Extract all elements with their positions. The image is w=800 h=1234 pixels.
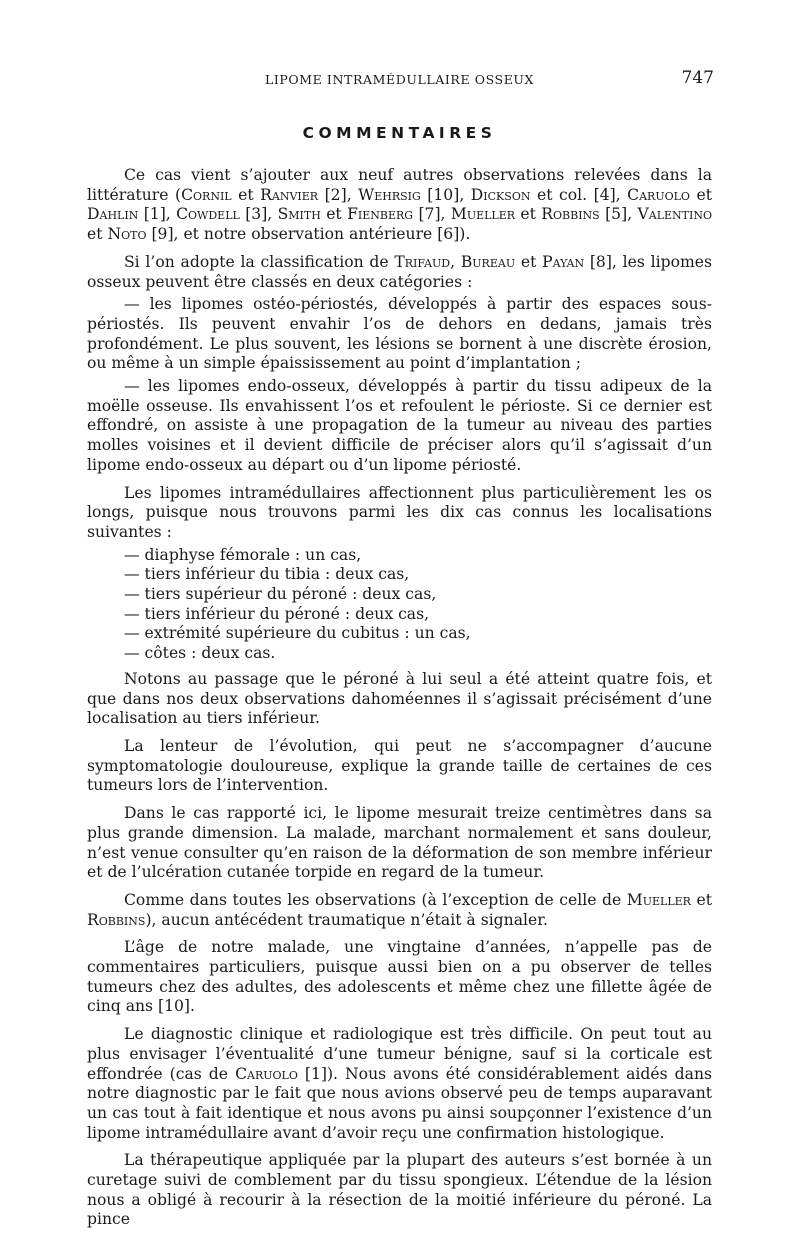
list-item: — extrémité supérieure du cubitus : un cas, xyxy=(124,624,471,643)
paragraph-evolution: La lenteur de l’évolution, qui peut ne s’accompagner d’aucune symptomatologie douloureuse, explique la grande taille de certaines de ces tumeurs lors de l’intervention. xyxy=(87,736,712,795)
list-item: — côtes : deux cas. xyxy=(124,644,276,663)
author-name: Wehrsig xyxy=(358,185,421,204)
author-name: Valentino xyxy=(637,205,712,224)
author-name: Fienberg xyxy=(347,205,414,224)
paragraph-classification: Si l’on adopte la classification de Trifaud, Bureau et Payan [8], les lipomes osseux peuvent être classés en deux catégories : xyxy=(87,252,712,291)
author-name: Caruolo xyxy=(627,185,690,204)
paragraph-perone: Notons au passage que le péroné à lui seul a été atteint quatre fois, et que dans nos deux observations dahoméennes il s’agissait précisément d’une localisation au tiers inférieur. xyxy=(87,669,712,728)
page-number: 747 xyxy=(681,68,714,88)
author-name: Mueller xyxy=(450,205,516,224)
paragraph-age: L’âge de notre malade, une vingtaine d’années, n’appelle pas de commentaires particuliers, puisque aussi bien on a pu observer de telles tumeurs chez des adultes, des adolescents et même chez une fillette âgée de cinq ans [10]. xyxy=(87,938,712,1016)
running-head: LIPOME INTRAMÉDULLAIRE OSSEUX xyxy=(264,72,535,87)
author-name: Robbins xyxy=(87,910,146,929)
author-name: Ranvier xyxy=(260,185,319,204)
author-name: Dickson xyxy=(470,185,531,204)
paragraph-osteo-periostes: — les lipomes ostéo-périostés, développés à partir des espaces sous-périostés. Ils peuvent envahir l’os de dehors en dedans, jamais très profondément. Le plus souvent, les lésions se bornent à une discrète érosion, ou même à un simple épaississement au point d’implantation ; xyxy=(87,295,712,373)
list-item: — diaphyse fémorale : un cas, xyxy=(124,545,362,564)
list-item: — tiers inférieur du tibia : deux cas, xyxy=(124,565,410,584)
author-name: Caruolo xyxy=(235,1064,298,1083)
author-name: Bureau xyxy=(460,252,516,271)
author-name: Cowdell xyxy=(176,205,240,224)
author-name: Smith xyxy=(277,205,321,224)
body-text xyxy=(87,166,712,1230)
list-item: — tiers inférieur du péroné : deux cas, xyxy=(124,604,430,623)
paragraph-traumatisme: Comme dans toutes les observations (à l’exception de celle de Mueller et Robbins), aucun antécédent traumatique n’était à signaler. xyxy=(87,890,712,929)
author-name: Robbins xyxy=(541,205,600,224)
paragraph-diagnostic: Le diagnostic clinique et radiologique est très difficile. On peut tout au plus envisager l’éventualité d’une tumeur bénigne, sauf si la corticale est effondrée (cas de Caruolo [1]). Nous avons été considérablement aidés dans notre diagnostic par le fait que nous avions observé peu de temps auparavant un cas tout à fait identique et nous avons pu ainsi soupçonner l’existence d’un lipome intramédullaire avant d’avoir reçu une confirmation histologique. xyxy=(87,1025,712,1142)
paragraph-localisations-intro: Les lipomes intramédullaires affectionnent plus particulièrement les os longs, puisque nous trouvons parmi les dix cas connus les localisations suivantes : xyxy=(87,483,712,541)
author-name: Dahlin xyxy=(87,205,139,224)
paragraph-therapeutique: La thérapeutique appliquée par la plupart des auteurs s’est bornée à un curetage suivi de comblement par du tissu spongieux. L’étendue de la lésion nous a obligé à recourir à la résection de la moitié inférieure du péroné. La pince xyxy=(87,1151,712,1229)
paragraph-case-report: Dans le cas rapporté ici, le lipome mesurait treize centimètres dans sa plus grande dimension. La malade, marchant normalement et sans douleur, n’est venue consulter qu’en raison de la déformation de son membre inférieur et de l’ulcération cutanée torpide en regard de la tumeur. xyxy=(87,804,712,882)
author-name: Cornil xyxy=(181,185,232,204)
author-name: Noto xyxy=(107,225,147,244)
author-name: Mueller xyxy=(626,890,691,909)
localisation-list xyxy=(87,546,712,664)
paragraph-intro: Ce cas vient s’ajouter aux neuf autres observations relevées dans la littérature (Cornil et Ranvier [2], Wehrsig [10], Dickson et col. [4], Caruolo et Dahlin [1], Cowdell [3], Smith et Fienberg [7], Mueller et Robbins [5], Valentino et Noto [9], et notre observation antérieure [6]). xyxy=(87,166,712,244)
paragraph-endo-osseux: — les lipomes endo-osseux, développés à partir du tissu adipeux de la moëlle osseuse. Ils envahissent l’os et refoulent le périoste. Si ce dernier est effondré, on assiste à une propagation de la tumeur au niveau des parties molles voisines et il devient difficile de préciser alors qu’il s’agissait d’un lipome endo-osseux au départ ou d’un lipome périosté. xyxy=(87,377,712,474)
page-header xyxy=(87,66,712,96)
author-name: Payan xyxy=(542,252,585,271)
section-title: COMMENTAIRES xyxy=(302,124,497,142)
list-item: — tiers supérieur du péroné : deux cas, xyxy=(124,585,437,604)
author-name: Trifaud xyxy=(394,252,451,271)
